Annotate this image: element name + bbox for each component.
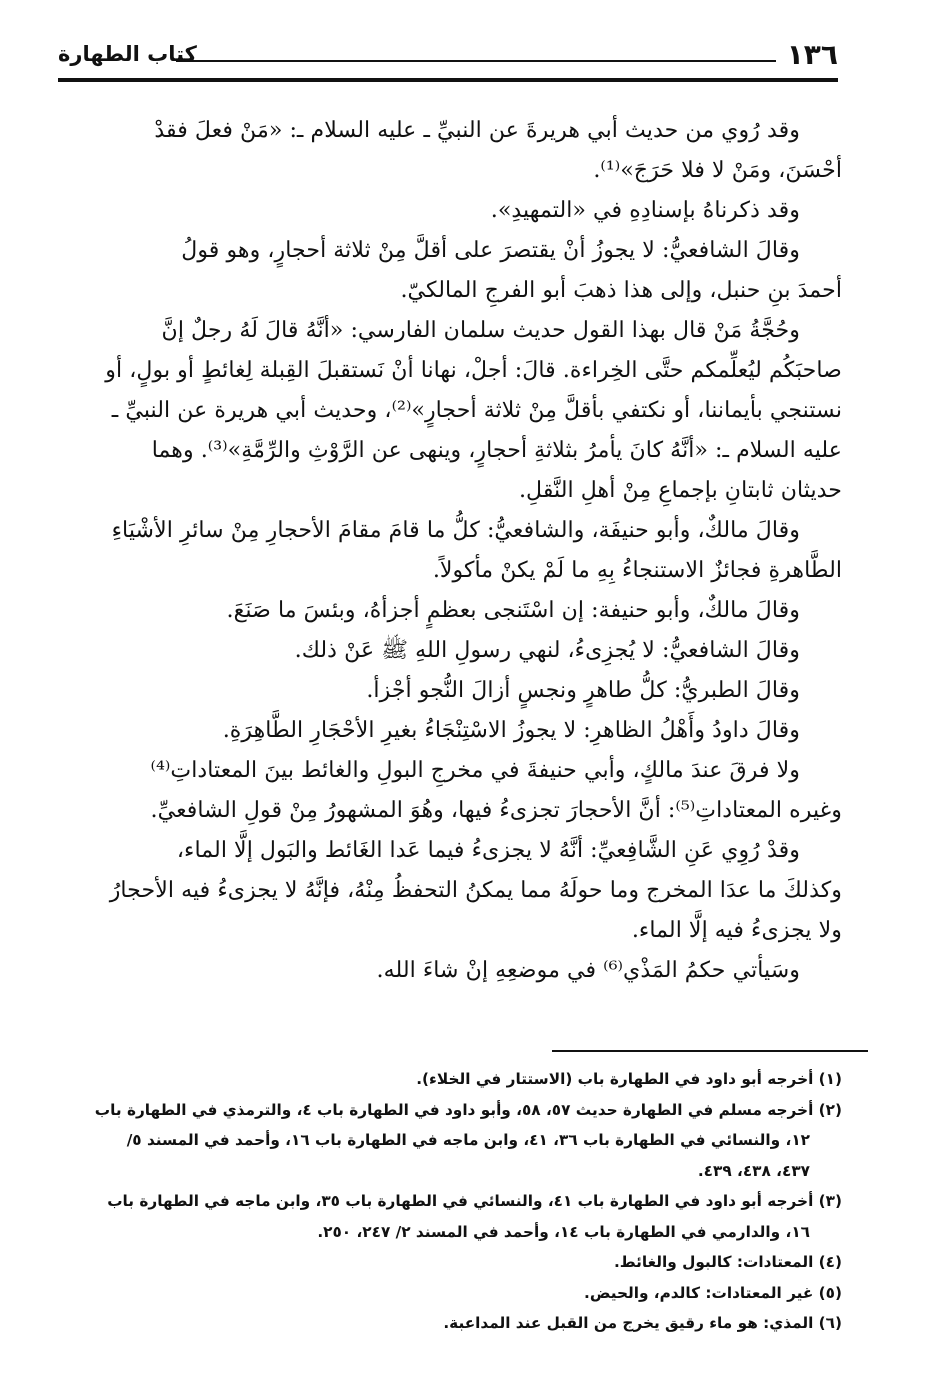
paragraph: وقالَ مالكٌ، وأبو حنيفَة، والشافعيُّ: كلُّ ما قامَ مقامَ الأحجارِ مِنْ سائرِ الأشْيَاءِ الطَّاهرةِ فجائزٌ الاستنجاءُ بِهِ ما لَمْ يكنْ مأكولاً. — [111, 517, 842, 583]
footnote: (٣) أخرجه أبو داود في الطهارة باب ٤١، والنسائي في الطهارة باب ٣٥، وابن ماجه في الطهارة باب ١٦، والدارمي في الطهارة باب ١٤، وأحمد في المسند ٢/ ٢٤٧، ٢٥٠. — [107, 1192, 842, 1241]
paragraph: وقالَ الشافعيُّ: لا يُجزِىءُ، لنهي رسولِ اللهِ ﷺ عَنْ ذلك. — [294, 637, 800, 663]
paragraph: وقالَ الطبريُّ: كلُّ طاهرٍ ونجسٍ أزالَ النُّجو أجْزأ. — [366, 677, 800, 703]
paragraph: وقالَ الشافعيُّ: لا يجوزُ أنْ يقتصرَ على أقلَّ مِنْ ثلاثة أحجارٍ، وهو قولُ أحمدَ بنِ حنبل، وإلى هذا ذهبَ أبو الفرجِ المالكيّ. — [181, 237, 842, 303]
footnote-separator — [552, 1050, 868, 1052]
paragraph: ولا فرقَ عندَ مالكٍ، وأبي حنيفةَ في مخرجِ البولِ والغائط بينَ المعتاداتِ⁽⁴⁾ وغيره المعتاداتِ⁽⁵⁾: أنَّ الأحجارَ تجزىءُ فيها، وهُوَ المشهورُ مِنْ قولِ الشافعيِّ. — [150, 757, 842, 823]
footnote: (٢) أخرجه مسلم في الطهارة حديث ٥٧، ٥٨، وأبو داود في الطهارة باب ٤، والترمذي في الطهارة باب ١٢، والنسائي في الطهارة باب ٣٦، ٤١، وابن ماجه في الطهارة باب ١٦، وأحمد في المسند ٥/ ٤٣٧، ٤٣٨، ٤٣٩. — [94, 1100, 842, 1180]
paragraph: وقد ذكرناهُ بإسنادِهِ في «التمهيدِ». — [490, 197, 800, 223]
page-header — [58, 38, 838, 82]
paragraph: وسَيأتي حكمُ المَذْي⁽⁶⁾ في موضعِهِ إنْ شاءَ الله. — [376, 957, 800, 983]
paragraph: وقدْ رُوِي عَنِ الشَّافِعيِّ: أنَّهُ لا يجزىءُ فيما عَدا الغَائط والبَول إلَّا الماء، وكذلكَ ما عدَا المخرج وما حولَهُ مما يمكنُ التحفظُ مِنْهُ، فإنَّهُ لا يجزىءُ فيه الأحجارُ ولا يجزىءُ فيه إلَّا الماء. — [109, 837, 842, 943]
paragraph: وقالَ مالكٌ، وأبو حنيفة: إن اسْتَنجى بعظمٍ أجزأهُ، وبئسَ ما صَنَعَ. — [226, 597, 800, 623]
footnote: (٥) غير المعتادات: كالدم، والحيض. — [584, 1283, 842, 1302]
footnotes — [80, 1064, 842, 1339]
paragraph: وقالَ داودُ وأَهْلُ الظاهرِ: لا يجوزُ الاسْتِنْجَاءُ بغيرِ الأحْجَارِ الطَّاهِرَةِ. — [222, 717, 800, 743]
paragraph: وحُجَّةُ مَنْ قال بهذا القول حديث سلمان الفارسي: «أنَّهُ قالَ لَهُ رجلٌ إنَّ صاحبَكُم ليُعلِّمكم حتَّى الخِراءة. قالَ: أجلْ، نهانا أنْ نَستقبلَ القِبلة لِغائطٍ أو بولٍ، أو نستنجي بأيماننا، أو نكتفي بأقلَّ مِنْ ثلاثة أحجارٍ»⁽²⁾، وحديث أبي هريرة عن النبيِّ ـ عليه السلام ـ: «أنَّهُ كانَ يأمرُ بثلاثةِ أحجارٍ، وينهى عن الرَّوْثِ والرِّمَّةِ»⁽³⁾. وهما حديثان ثابتانِ بإجماعِ مِنْ أهلِ النَّقلِ. — [105, 317, 842, 503]
footnote: (٤) المعتادات: كالبول والغائط. — [613, 1253, 842, 1271]
paragraph: وقد رُوي من حديث أبي هريرةَ عن النبيِّ ـ عليه السلام ـ: «مَنْ فعلَ فقدْ أحْسَنَ، ومَنْ لا فلا حَرَجَ»⁽¹⁾. — [154, 117, 842, 183]
main-text — [68, 110, 842, 990]
footnote: (١) أخرجه أبو داود في الطهارة باب (الاستتار في الخلاء). — [416, 1070, 842, 1088]
page-number: ١٣٦ — [786, 38, 838, 71]
footnote: (٦) المذي: هو ماء رقيق يخرج من القبل عند المداعبة. — [443, 1314, 842, 1332]
book-title: كتاب الطهارة — [58, 42, 197, 66]
header-rule — [176, 60, 776, 62]
